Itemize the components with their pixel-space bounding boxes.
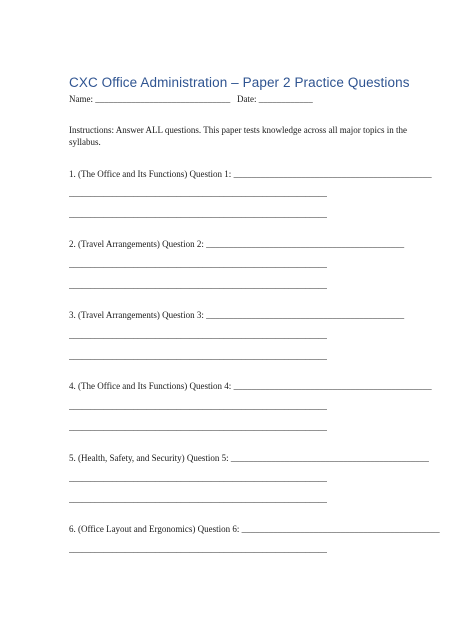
- answer-line-5-2: ____________________________________________________________: [69, 494, 328, 504]
- answer-line-1-1: ____________________________________________________________: [69, 188, 328, 198]
- question-2-blank: ____________________________________________: [206, 239, 405, 249]
- question-6: [69, 524, 440, 534]
- question-1-text: 1. (The Office and Its Functions) Question 1:: [69, 169, 232, 179]
- question-4-blank: ____________________________________________: [233, 381, 432, 391]
- date-blank: ____________: [258, 94, 313, 104]
- question-2-text: 2. (Travel Arrangements) Question 2:: [69, 239, 204, 249]
- answer-line-4-1: ____________________________________________________________: [69, 401, 328, 411]
- question-1-blank: ____________________________________________: [233, 169, 432, 179]
- answer-line-5-1: ____________________________________________________________: [69, 473, 328, 483]
- question-6-text: 6. (Office Layout and Ergonomics) Question 6:: [69, 524, 240, 534]
- question-3-text: 3. (Travel Arrangements) Question 3:: [69, 310, 204, 320]
- answer-line-3-2: ____________________________________________________________: [69, 351, 328, 361]
- answer-line-1-2: ____________________________________________________________: [69, 209, 328, 219]
- name-date-line: [69, 94, 313, 104]
- date-label: Date:: [237, 94, 257, 104]
- instructions-text: Instructions: Answer ALL questions. This paper tests knowledge across all major topics in the syllabus.: [69, 125, 407, 147]
- question-1: [69, 169, 432, 179]
- name-blank: ______________________________: [95, 94, 231, 104]
- question-4-text: 4. (The Office and Its Functions) Question 4:: [69, 381, 232, 391]
- answer-line-6-1: ____________________________________________________________: [69, 544, 328, 554]
- answer-line-2-2: ____________________________________________________________: [69, 280, 328, 290]
- answer-line-3-1: ____________________________________________________________: [69, 330, 328, 340]
- answer-line-2-1: ____________________________________________________________: [69, 259, 328, 269]
- question-3: [69, 310, 404, 320]
- question-5-text: 5. (Health, Safety, and Security) Question 5:: [69, 453, 229, 463]
- question-5: [69, 453, 429, 463]
- question-2: [69, 239, 404, 249]
- answer-line-4-2: ____________________________________________________________: [69, 422, 328, 432]
- question-5-blank: ____________________________________________: [230, 453, 429, 463]
- question-3-blank: ____________________________________________: [206, 310, 405, 320]
- question-4: [69, 381, 432, 391]
- question-6-blank: ____________________________________________: [241, 524, 440, 534]
- document-title: CXC Office Administration – Paper 2 Practice Questions: [69, 75, 410, 90]
- name-label: Name:: [69, 94, 93, 104]
